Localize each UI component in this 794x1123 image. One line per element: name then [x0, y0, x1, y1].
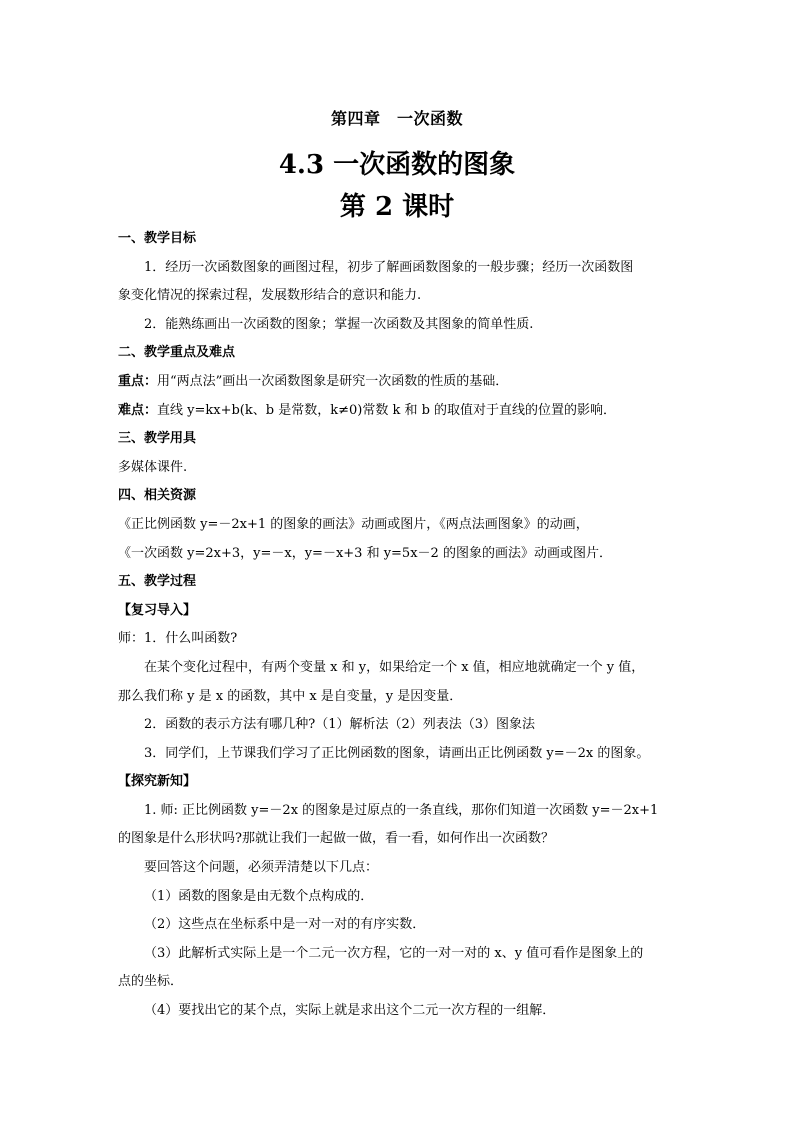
section-heading-process: 五、教学过程 [118, 574, 197, 590]
difficult-point-label: 难点： [118, 402, 158, 418]
chapter-heading: 第四章 一次函数 [330, 109, 463, 128]
explore-point-3-line-1: （3）此解析式实际上是一个二元一次方程，它的一对一对的 x、y 值可看作是图象上的 [144, 945, 644, 961]
key-point-text: 用“两点法”画出一次函数图象是研究一次函数的性质的基础． [157, 373, 509, 389]
document-body [118, 225, 683, 1026]
goal-2: 2．能熟练画出一次函数的图象；掌握一次函数及其图象的简单性质. [144, 316, 534, 332]
review-heading: 【复习导入】 [118, 602, 197, 618]
difficult-point-text: 直线 y=kx+b(k、b 是常数，k≠0)常数 k 和 b 的取值对于直线的位置的影响． [157, 402, 617, 418]
explore-point-2: （2）这些点在坐标系中是一对一对的有序实数． [144, 917, 426, 933]
goal-1-line-2: 象变化情况的探索过程，发展数形结合的意识和能力. [118, 288, 422, 304]
key-point-label: 重点： [118, 373, 158, 389]
explore-line-3: 要回答这个问题，必须弄清楚以下几点： [144, 860, 379, 876]
review-question-1: 师：1．什么叫函数? [118, 631, 238, 647]
explore-point-1: （1）函数的图象是由无数个点构成的． [144, 888, 374, 904]
tools-text: 多媒体课件. [118, 459, 188, 475]
lesson-title: 4.3 一次函数的图象 [278, 150, 516, 180]
explore-line-1: 1. 师: 正比例函数 y=－2x 的图象是过原点的一条直线，那你们知道一次函数 y=－2x+1 [144, 802, 659, 818]
review-question-3: 3．同学们，上节课我们学习了正比例函数的图象，请画出正比例函数 y=－2x 的图象。 [144, 745, 650, 761]
section-heading-key-points: 二、教学重点及难点 [118, 345, 236, 361]
section-heading-tools: 三、教学用具 [118, 431, 197, 447]
review-question-2: 2．函数的表示方法有哪几种?（1）解析法（2）列表法（3）图象法 [144, 717, 536, 733]
review-answer-line-1: 在某个变化过程中，有两个变量 x 和 y，如果给定一个 x 值，相应地就确定一个 y 值， [144, 659, 645, 675]
section-heading-resources: 四、相关资源 [118, 488, 197, 504]
explore-point-3-line-2: 点的坐标． [118, 974, 184, 990]
difficult-point [118, 397, 683, 426]
resources-line-2: 《一次函数 y=2x+3，y=－x，y=－x+3 和 y=5x－2 的图象的画法》动画或图片． [118, 545, 612, 561]
explore-heading: 【探究新知】 [118, 774, 197, 790]
key-point [118, 368, 683, 397]
explore-line-2: 的图象是什么形状吗?那就让我们一起做一做，看一看，如何作出一次函数？ [118, 831, 554, 847]
lesson-subtitle: 第 2 课时 [339, 192, 455, 222]
section-heading-goals: 一、教学目标 [118, 231, 197, 246]
goal-1-line-1: 1．经历一次函数图象的画图过程，初步了解画函数图象的一般步骤；经历一次函数图 [144, 259, 634, 275]
resources-line-1: 《正比例函数 y=－2x+1 的图象的画法》动画或图片，《两点法画图象》的动画， [118, 516, 589, 532]
review-answer-line-2: 那么我们称 y 是 x 的函数，其中 x 是自变量，y 是因变量． [118, 688, 463, 704]
explore-point-4: （4）要找出它的某个点，实际上就是求出这个二元一次方程的一组解． [144, 1003, 556, 1019]
